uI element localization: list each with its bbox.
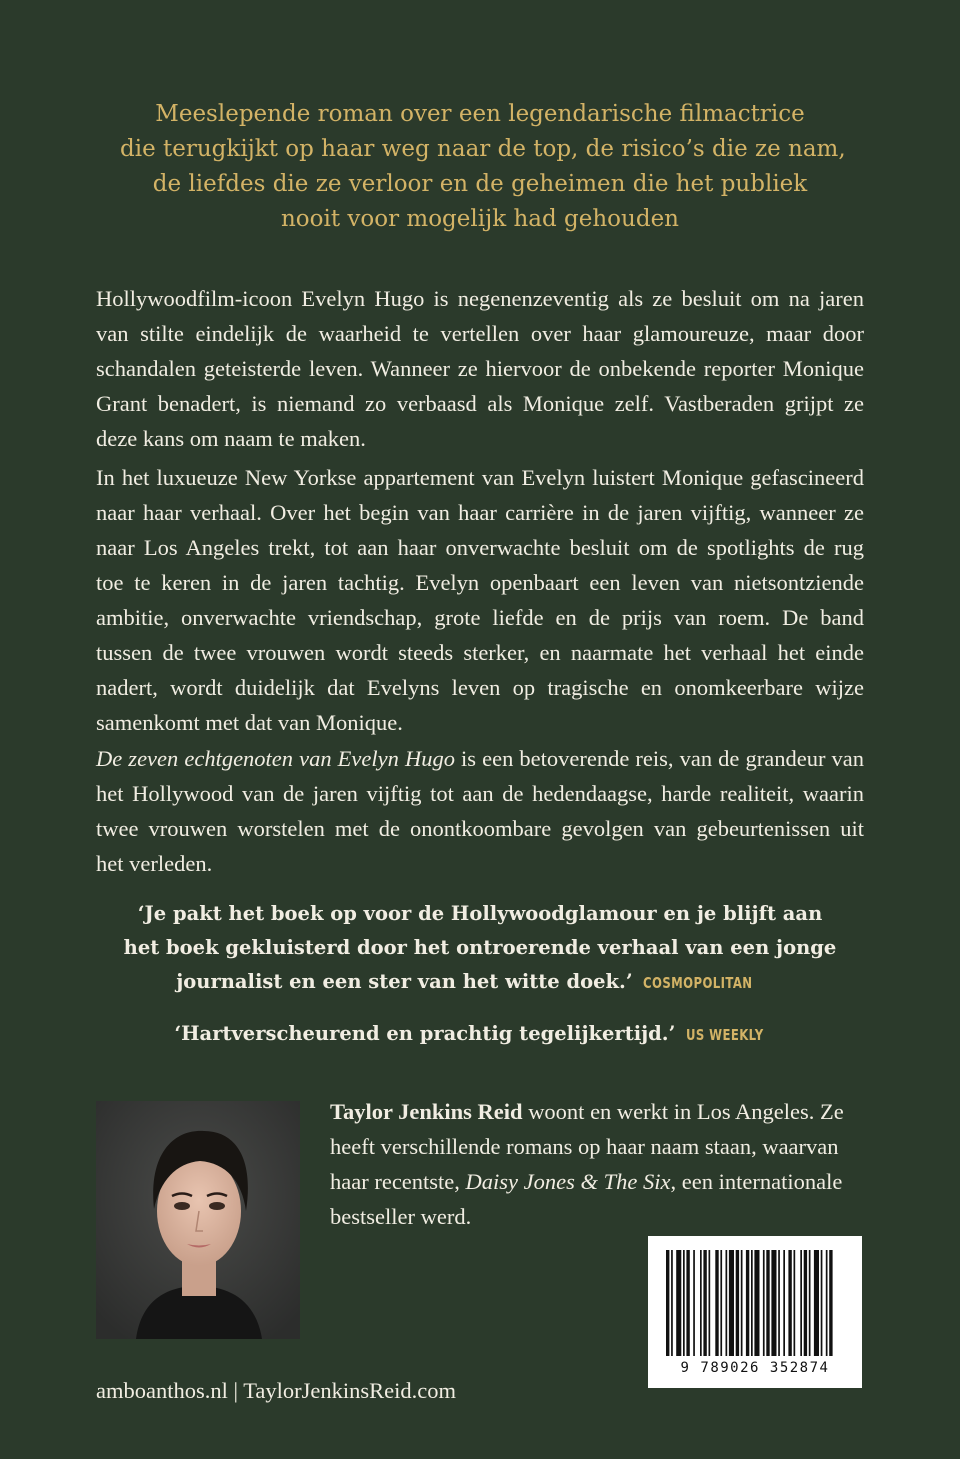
author-portrait-image (96, 1101, 300, 1339)
tagline-line: de liefdes die ze verloor en de geheimen die het publiek (152, 171, 808, 197)
barcode-bar (804, 1250, 807, 1356)
barcode-bar (676, 1250, 681, 1356)
text-line: het Hollywood van de jaren vijftig tot aan de hedendaagse, harde realiteit, waarin (96, 781, 864, 806)
text-line: samenkomt met dat van Monique. (96, 710, 403, 735)
tagline-line: die terugkijkt op haar weg naar de top, de risico’s die ze nam, (120, 136, 846, 162)
text-line: Grant benadert, is niemand zo verbaasd als Monique zelf. Vastberaden grijpt ze (96, 391, 864, 416)
quote-source: US WEEKLY (686, 1026, 764, 1044)
author-bio (330, 1094, 864, 1234)
text-segment: haar recentste, (330, 1169, 466, 1194)
text-line (96, 741, 864, 776)
barcode-bar (763, 1250, 765, 1356)
barcode-bar (766, 1250, 769, 1356)
barcode-bar (826, 1250, 828, 1356)
barcode-bar (754, 1250, 759, 1356)
book-title: De zeven echtgenoten van Evelyn Hugo (96, 746, 455, 771)
barcode-bar (751, 1250, 753, 1356)
bio-line (330, 1164, 864, 1199)
review-quote-2 (96, 1017, 864, 1052)
author-name: Taylor Jenkins Reid (330, 1099, 523, 1124)
barcode-bar (783, 1250, 785, 1356)
text-line: nadert, wordt duidelijk dat Evelyns leven op tragische en onomkeerbare wijze (96, 675, 864, 700)
barcode-bar (746, 1250, 749, 1356)
barcode-bar (693, 1250, 695, 1356)
barcode-bar (821, 1250, 823, 1356)
text-line: deze kans om naam te maken. (96, 426, 366, 451)
text-line: In het luxueuze New Yorkse appartement van Evelyn luistert Monique gefascineerd (96, 465, 864, 490)
text-line: van stilte eindelijk de waarheid te vertellen over haar glamoureuze, maar door (96, 321, 864, 346)
text-line: ambitie, onverwachte vriendschap, grote liefde en de prijs van roem. De band (96, 605, 864, 630)
text-line: naar Los Angeles trekt, tot aan haar onverwachte besluit om de spotlights de rug (96, 535, 864, 560)
blurb-paragraph-2 (96, 460, 864, 740)
barcode-bar (703, 1250, 706, 1356)
barcode-bar (671, 1250, 673, 1356)
barcode-bar (741, 1250, 743, 1356)
barcode-bar (794, 1250, 796, 1356)
tagline-line: Meeslepende roman over een legendarische filmactrice (155, 101, 805, 127)
barcode-bar (726, 1250, 728, 1356)
text-line: Hollywoodfilm-icoon Evelyn Hugo is negenenzeventig als ze besluit om na jaren (96, 286, 864, 311)
barcode-bar (720, 1250, 722, 1356)
quote-line (96, 1017, 864, 1052)
text-segment: woont en werkt in Los Angeles. Ze (522, 1099, 844, 1124)
quote-line: het boek gekluisterd door het ontroerende verhaal van een jonge (123, 936, 837, 959)
barcode-bar (809, 1250, 811, 1356)
blurb-paragraph-3 (96, 741, 864, 881)
quote-text: journalist en een ster van het witte doek.’ (176, 970, 633, 993)
quote-source: COSMOPOLITAN (643, 974, 753, 992)
barcode-bar (700, 1250, 702, 1356)
review-quote-1 (96, 897, 864, 1000)
book-title: Daisy Jones & The Six (465, 1169, 671, 1194)
barcode-bar (715, 1250, 718, 1356)
quote-text: ‘Hartverscheurend en prachtig tegelijkertijd.’ (174, 1022, 676, 1045)
quote-line: ‘Je pakt het boek op voor de Hollywoodglamour en je blijft aan (137, 902, 823, 925)
barcode-bar (778, 1250, 780, 1356)
barcode-bars (648, 1236, 862, 1360)
barcode-bar (709, 1250, 711, 1356)
barcode-bar (666, 1250, 669, 1356)
footer-links[interactable]: amboanthos.nl | TaylorJenkinsReid.com (96, 1378, 456, 1403)
bio-line: bestseller werd. (330, 1204, 472, 1229)
blurb-paragraph-1 (96, 281, 864, 456)
barcode-bar (788, 1250, 791, 1356)
text-line: het verleden. (96, 851, 213, 876)
tagline (120, 97, 846, 237)
isbn-number: 9 789026 352874 (680, 1360, 830, 1376)
barcode-bar (686, 1250, 689, 1356)
bio-line: heeft verschillende romans op haar naam staan, waarvan (330, 1134, 839, 1159)
barcode-bar (814, 1250, 819, 1356)
barcode-bar (683, 1250, 685, 1356)
text-segment: is een betoverende reis, van de grandeur van (454, 746, 865, 771)
text-line: schandalen geteisterde leven. Wanneer ze hiervoor de onbekende reporter Monique (96, 356, 864, 381)
barcode-bar (800, 1250, 802, 1356)
barcode-bar (736, 1250, 739, 1356)
text-line: twee vrouwen worstelen met de onontkoombare gevolgen van gebeurtenissen uit (96, 816, 864, 841)
barcode-bar (771, 1250, 776, 1356)
barcode-bar (729, 1250, 734, 1356)
tagline-line: nooit voor mogelijk had gehouden (280, 206, 679, 232)
quote-line (96, 965, 864, 1000)
barcode-bar (829, 1250, 832, 1356)
text-line: toe te keren in de jaren tachtig. Evelyn openbaart een leven van nietsontziende (96, 570, 864, 595)
author-photo (96, 1101, 300, 1339)
isbn-barcode (648, 1236, 862, 1388)
text-segment: , een internationale (670, 1169, 843, 1194)
text-line: naar haar verhaal. Over het begin van haar carrière in de jaren vijftig, wanneer ze (96, 500, 864, 525)
text-line: tussen de twee vrouwen wordt steeds sterker, en naarmate het verhaal het einde (96, 640, 864, 665)
bio-line (330, 1094, 864, 1129)
